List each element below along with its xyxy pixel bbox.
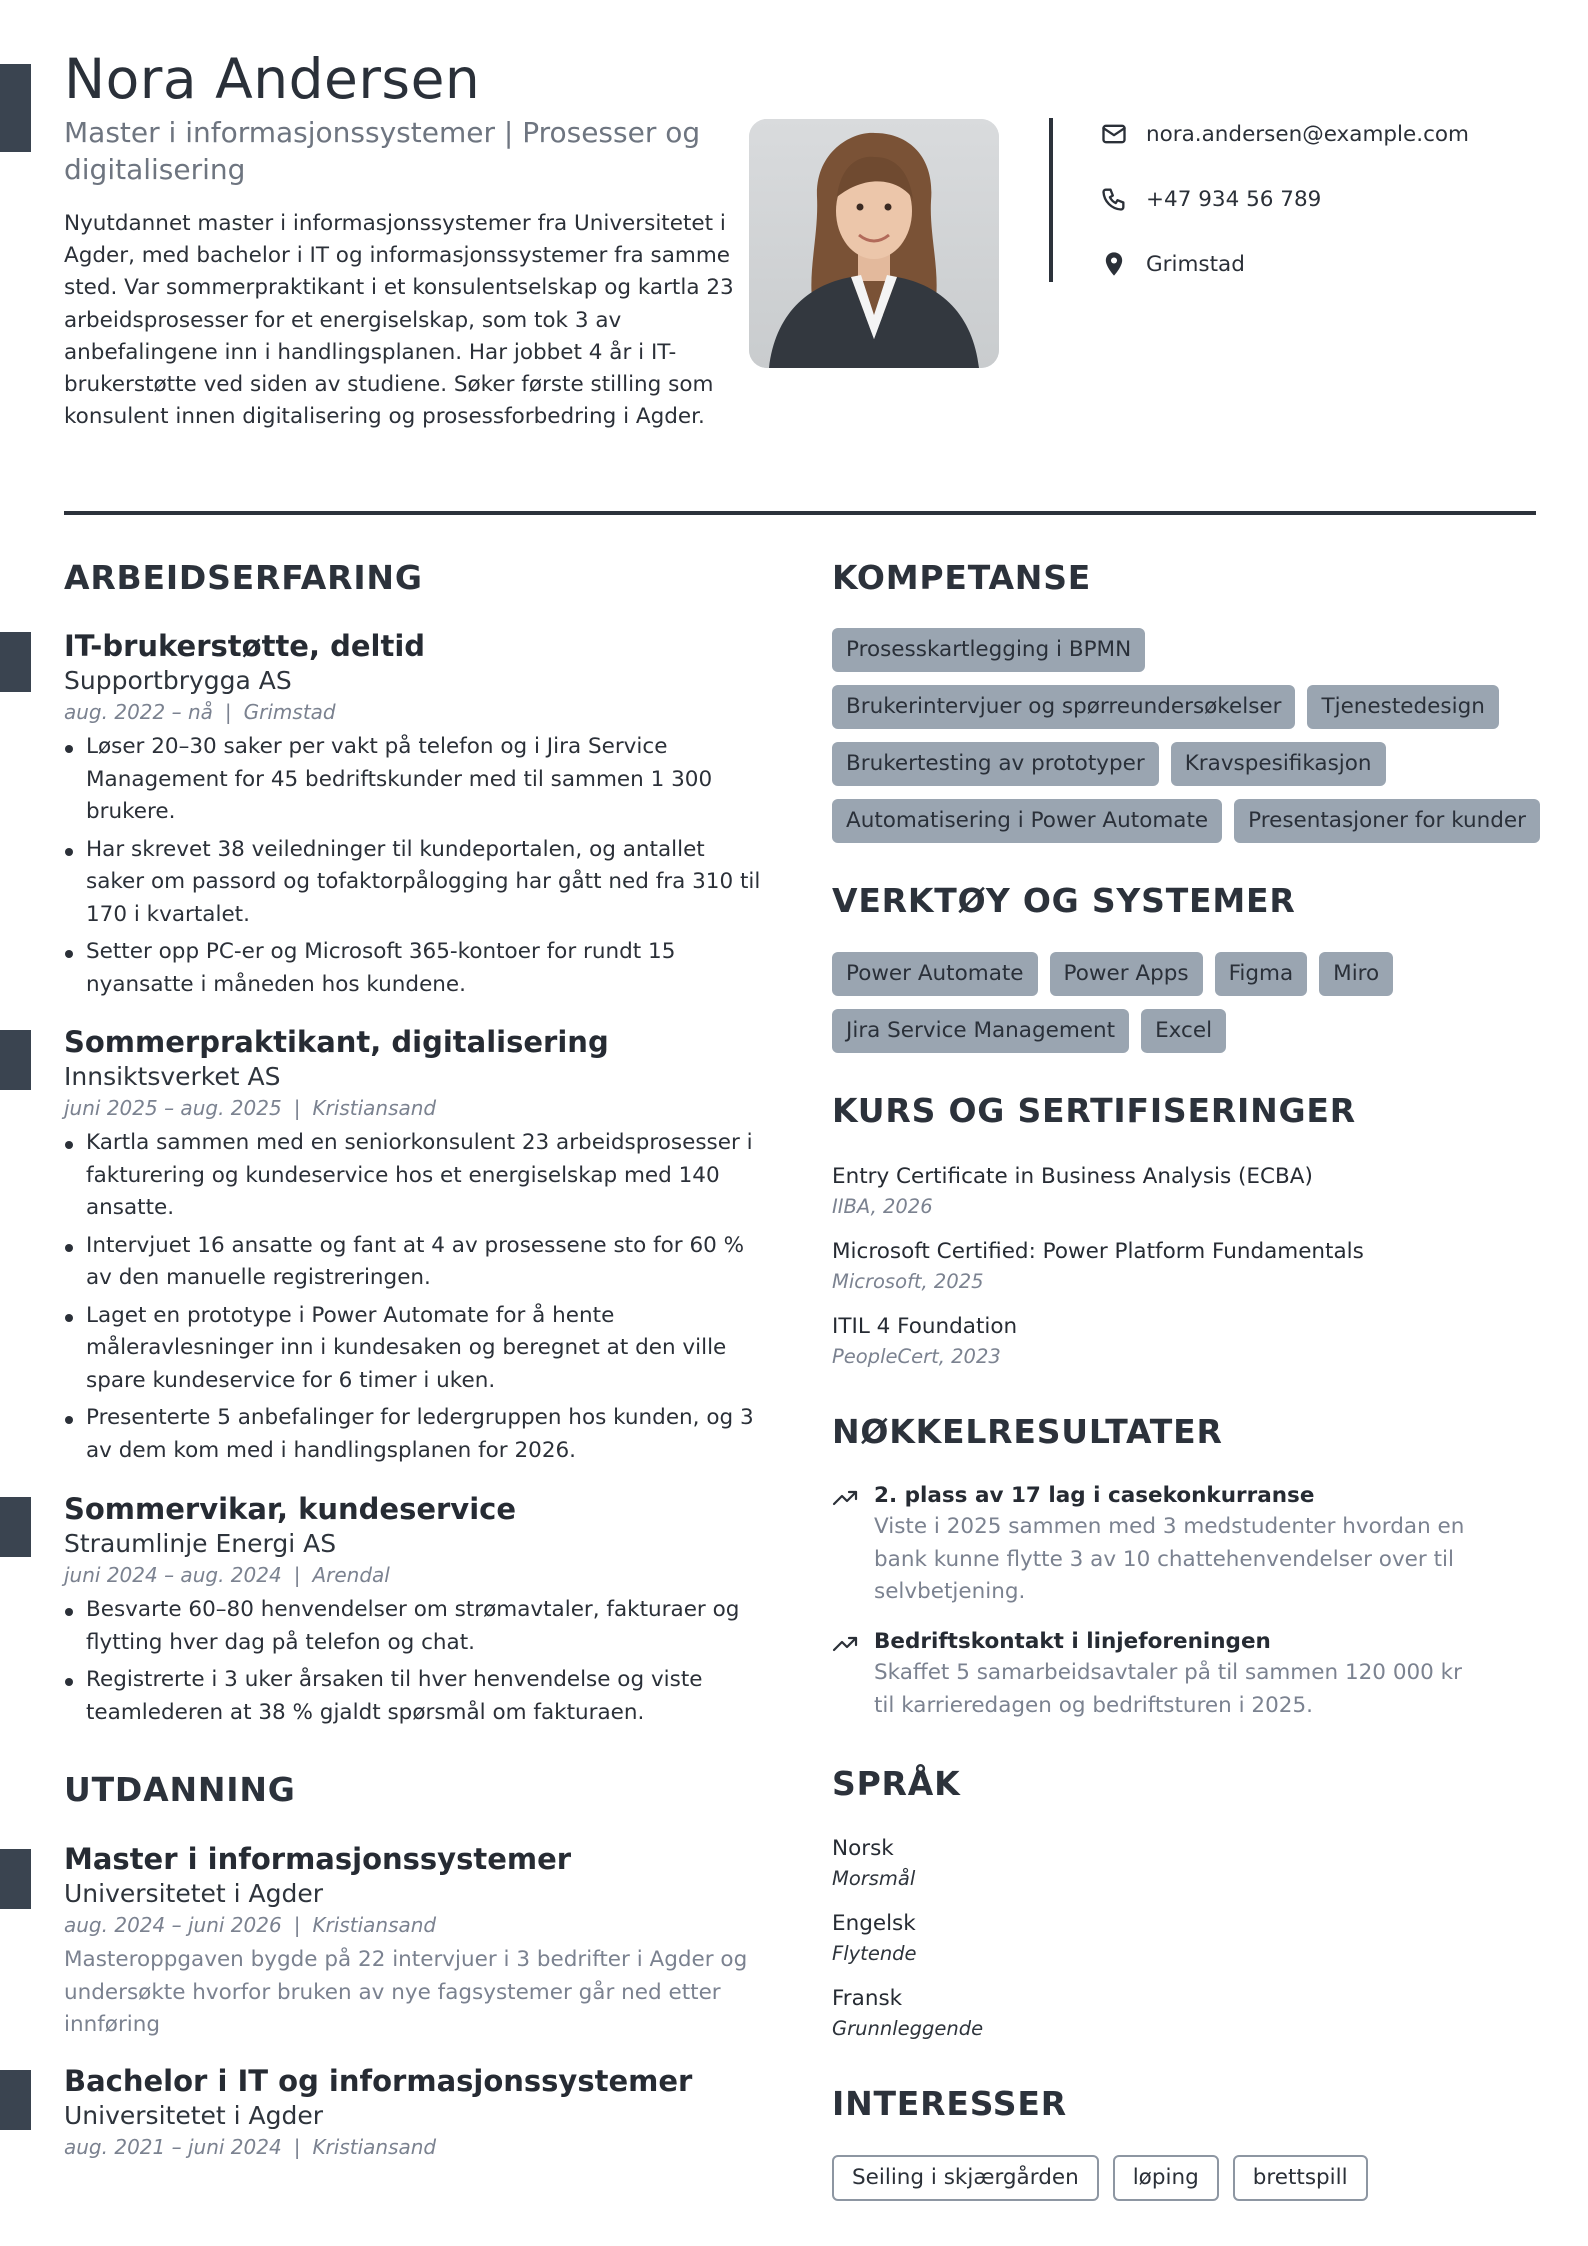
interest-tag: løping — [1113, 2155, 1219, 2201]
education-period: aug. 2021 – juni 2024 — [64, 2135, 282, 2159]
section-title-experience: ARBEIDSERFARING — [64, 558, 423, 597]
degree-title: Bachelor i IT og informasjonssystemer — [64, 2064, 693, 2098]
result-entry — [832, 1481, 1512, 1609]
competence-tag: Presentasjoner for kunder — [1234, 799, 1540, 843]
section-title-education: UTDANNING — [64, 1770, 296, 1809]
accent-bar-job-3 — [0, 1497, 31, 1557]
meta-separator: | — [224, 700, 232, 724]
job-bullets — [64, 1127, 764, 1467]
contact-location — [1100, 246, 1245, 282]
language-name: Engelsk — [832, 1911, 916, 1936]
section-title-results: NØKKELRESULTATER — [832, 1412, 1223, 1451]
list-item: Intervjuet 16 ansatte og fant at 4 av prosessene sto for 60 % av den manuelle registreringen. — [64, 1230, 764, 1295]
accent-bar-job-1 — [0, 632, 31, 692]
job-entry — [64, 1491, 764, 1734]
interest-tags — [832, 2155, 1368, 2201]
education-meta — [64, 1910, 764, 1940]
list-item: Kartla sammen med en seniorkonsulent 23 arbeidsprosesser i fakturering og kundeservice hos et energiselskap med 140 ansatte. — [64, 1127, 764, 1225]
result-title: Bedriftskontakt i linjeforeningen — [874, 1629, 1271, 1654]
section-title-languages: SPRÅK — [832, 1764, 961, 1803]
tool-tags — [832, 952, 1542, 1053]
result-description: Skaffet 5 samarbeidsavtaler på til sammen 120 000 kr til karrieredagen og bedriftsturen i 2025. — [874, 1660, 1462, 1718]
education-period: aug. 2024 – juni 2026 — [64, 1913, 282, 1937]
language-entry — [832, 1984, 983, 2044]
profile-photo — [749, 119, 999, 368]
education-meta — [64, 2132, 764, 2162]
tool-tag: Miro — [1319, 952, 1393, 996]
education-place: Kristiansand — [312, 1913, 437, 1937]
list-item: Laget en prototype i Power Automate for å hente måleravlesninger inn i kundesaken og beregnet at den ville spare kundeservice for 6 timer i uken. — [64, 1300, 764, 1398]
course-entry — [832, 1162, 1532, 1222]
competence-tags — [832, 628, 1542, 843]
course-meta: IIBA, 2026 — [832, 1195, 933, 1218]
meta-separator: | — [293, 2135, 301, 2159]
list-item: Løser 20–30 saker per vakt på telefon og i Jira Service Management for 45 bedriftskunder med til sammen 1 300 brukere. — [64, 731, 764, 829]
language-name: Norsk — [832, 1836, 894, 1861]
job-title: Sommervikar, kundeservice — [64, 1492, 517, 1526]
header-divider — [64, 511, 1536, 515]
education-place: Kristiansand — [312, 2135, 437, 2159]
tool-tag: Jira Service Management — [832, 1009, 1129, 1053]
tool-tag: Power Apps — [1050, 952, 1203, 996]
contact-phone[interactable] — [1100, 181, 1321, 217]
job-meta — [64, 1093, 764, 1123]
education-description: Masteroppgaven bygde på 22 intervjuer i 3 bedrifter i Agder og undersøkte hvorfor bruken av nye fagsystemer går ned etter innføring — [64, 1947, 748, 2037]
contact-email[interactable] — [1100, 116, 1469, 152]
institution: Universitetet i Agder — [64, 2101, 324, 2130]
job-period: aug. 2022 – nå — [64, 700, 213, 724]
language-entry — [832, 1834, 915, 1894]
result-title: 2. plass av 17 lag i casekonkurranse — [874, 1483, 1315, 1508]
job-title: IT-brukerstøtte, deltid — [64, 629, 426, 663]
section-title-tools: VERKTØY OG SYSTEMER — [832, 881, 1296, 920]
accent-bar-header — [0, 64, 31, 152]
competence-tag: Prosesskartlegging i BPMN — [832, 628, 1145, 672]
trending-up-icon — [832, 1632, 858, 1654]
interest-tag: brettspill — [1233, 2155, 1368, 2201]
education-entry — [64, 2063, 764, 2162]
course-name: Entry Certificate in Business Analysis (ECBA) — [832, 1164, 1313, 1189]
job-company: Innsiktsverket AS — [64, 1062, 281, 1091]
list-item: Setter opp PC-er og Microsoft 365-kontoer for rundt 15 nyansatte i måneden hos kundene. — [64, 936, 764, 1001]
course-name: Microsoft Certified: Power Platform Fundamentals — [832, 1239, 1364, 1264]
course-meta: Microsoft, 2025 — [832, 1270, 984, 1293]
mail-icon — [1100, 120, 1128, 148]
list-item: Besvarte 60–80 henvendelser om strømavtaler, fakturaer og flytting hver dag på telefon og chat. — [64, 1594, 764, 1659]
trending-up-icon — [832, 1486, 858, 1508]
job-meta — [64, 1560, 764, 1590]
email-text: nora.andersen@example.com — [1146, 121, 1469, 147]
course-entry — [832, 1312, 1532, 1372]
language-level: Flytende — [832, 1942, 917, 1965]
degree-title: Master i informasjonssystemer — [64, 1842, 572, 1876]
section-title-competence: KOMPETANSE — [832, 558, 1092, 597]
course-name: ITIL 4 Foundation — [832, 1314, 1018, 1339]
job-company: Straumlinje Energi AS — [64, 1529, 337, 1558]
language-entry — [832, 1909, 917, 1969]
list-item: Har skrevet 38 veiledninger til kundeportalen, og antallet saker om passord og tofaktorpålogging har gått ned fra 310 til 170 i kvartalet. — [64, 834, 764, 932]
job-period: juni 2025 – aug. 2025 — [64, 1096, 282, 1120]
job-entry — [64, 1024, 764, 1472]
map-pin-icon — [1100, 250, 1128, 278]
meta-separator: | — [293, 1563, 301, 1587]
job-place: Grimstad — [243, 700, 336, 724]
competence-tag: Tjenestedesign — [1307, 685, 1498, 729]
job-title: Sommerpraktikant, digitalisering — [64, 1025, 609, 1059]
education-entry — [64, 1841, 764, 2042]
competence-tag: Kravspesifikasjon — [1171, 742, 1386, 786]
candidate-name: Nora Andersen — [64, 47, 481, 111]
list-item: Presenterte 5 anbefalinger for ledergruppen hos kunden, og 3 av dem kom med i handlingsplanen for 2026. — [64, 1402, 764, 1467]
competence-tag: Brukerintervjuer og spørreundersøkelser — [832, 685, 1295, 729]
tool-tag: Excel — [1141, 1009, 1226, 1053]
meta-separator: | — [293, 1096, 301, 1120]
job-bullets — [64, 731, 764, 1001]
language-level: Morsmål — [832, 1867, 916, 1890]
accent-bar-edu-2 — [0, 2070, 31, 2130]
headline: Master i informasjonssystemer | Prosesser og digitalisering — [64, 116, 701, 186]
accent-bar-edu-1 — [0, 1849, 31, 1909]
contact-divider — [1049, 118, 1053, 282]
result-description: Viste i 2025 sammen med 3 medstudenter hvordan en bank kunne flytte 3 av 10 chattehenvendelser over til selvbetjening. — [874, 1514, 1465, 1604]
tool-tag: Power Automate — [832, 952, 1038, 996]
job-bullets — [64, 1594, 764, 1729]
language-level: Grunnleggende — [832, 2017, 984, 2040]
phone-text: +47 934 56 789 — [1146, 186, 1322, 212]
meta-separator: | — [293, 1913, 301, 1937]
competence-tag: Automatisering i Power Automate — [832, 799, 1222, 843]
profile-summary: Nyutdannet master i informasjonssystemer fra Universitetet i Agder, med bachelor i IT og informasjonssystemer fra samme sted. Var sommerpraktikant i et konsulentselskap og kartla 23 arbeidsprosesser for et energiselskap, som tok 3 av anbefalingene inn i handlingsplanen. Har jobbet 4 år i IT-brukerstøtte ved siden av studiene. Søker første stilling som konsulent innen digitalisering og prosessforbedring i Agder. — [64, 211, 734, 430]
list-item: Registrerte i 3 uker årsaken til hver henvendelse og viste teamlederen at 38 % gjaldt spørsmål om fakturaen. — [64, 1664, 764, 1729]
job-period: juni 2024 – aug. 2024 — [64, 1563, 282, 1587]
language-name: Fransk — [832, 1986, 903, 2011]
course-meta: PeopleCert, 2023 — [832, 1345, 1001, 1368]
location-text: Grimstad — [1146, 251, 1245, 277]
accent-bar-job-2 — [0, 1030, 31, 1090]
interest-tag: Seiling i skjærgården — [832, 2155, 1099, 2201]
course-entry — [832, 1237, 1532, 1297]
job-place: Arendal — [312, 1563, 390, 1587]
phone-icon — [1100, 185, 1128, 213]
job-entry — [64, 628, 764, 1006]
job-meta — [64, 697, 764, 727]
result-entry — [832, 1627, 1512, 1722]
job-company: Supportbrygga AS — [64, 666, 292, 695]
job-place: Kristiansand — [312, 1096, 437, 1120]
tool-tag: Figma — [1215, 952, 1308, 996]
section-title-interests: INTERESSER — [832, 2084, 1067, 2123]
institution: Universitetet i Agder — [64, 1879, 324, 1908]
section-title-courses: KURS OG SERTIFISERINGER — [832, 1091, 1356, 1130]
competence-tag: Brukertesting av prototyper — [832, 742, 1159, 786]
